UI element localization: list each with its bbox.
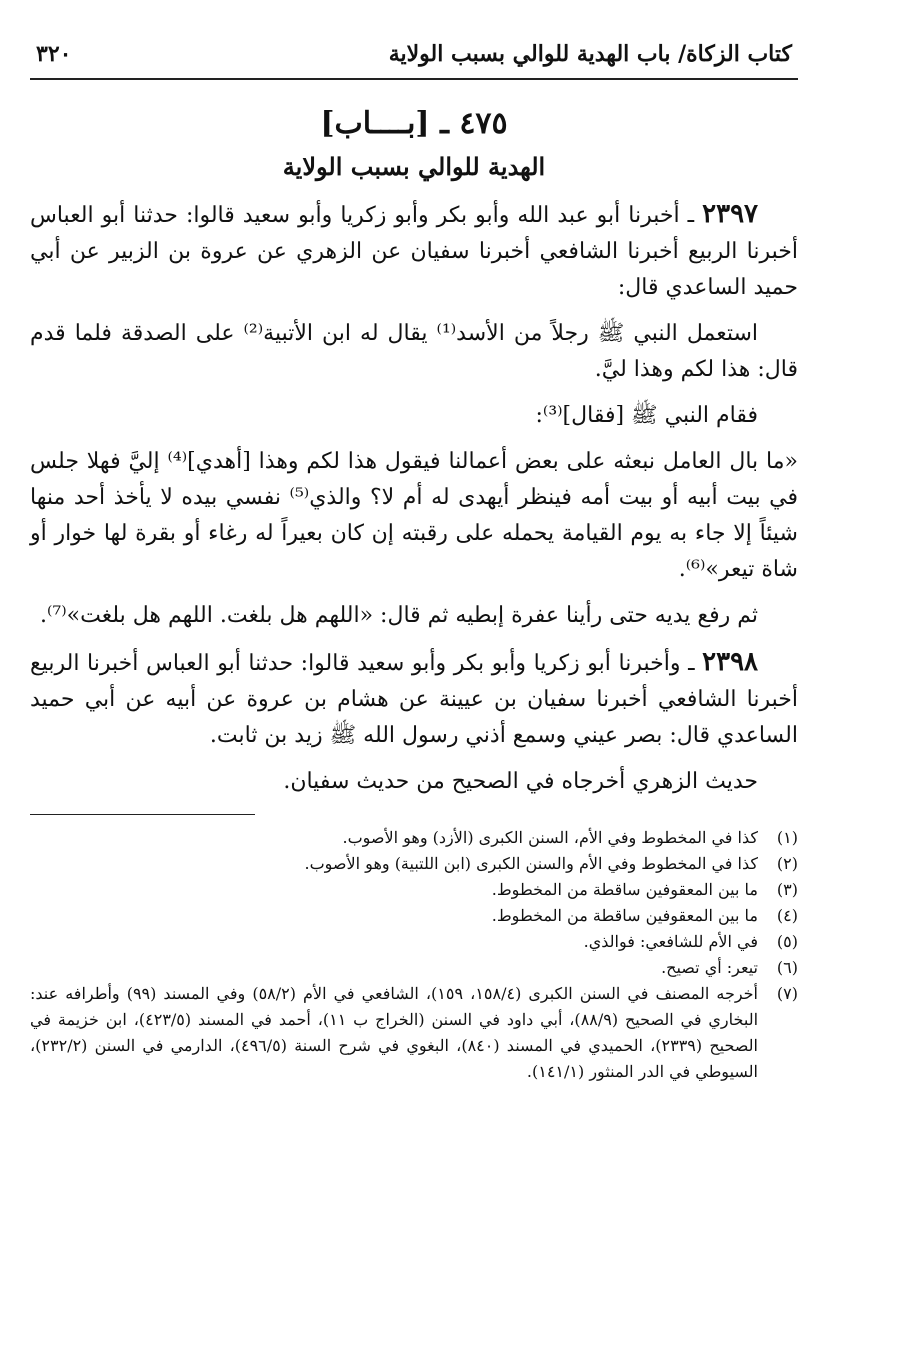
page-number: ٣٢٠ — [36, 41, 72, 67]
paragraph-text: ـ وأخبرنا أبو زكريا وأبو بكر وأبو سعيد قالوا: حدثنا أبو العباس أخبرنا الربيع أخبرنا الشافعي أخبرنا سفيان بن عيينة عن هشام بن عروة عن أبيه عن أبي حميد الساعدي قال: بصر عيني وسمع أذني رسول الله ﷺ زيد بن ثابت. — [30, 651, 798, 748]
footnote-text: كذا في المخطوط وفي الأم والسنن الكبرى (ابن اللتبية) وهو الأصوب. — [304, 854, 758, 873]
footnote-number: (٥) — [776, 932, 798, 951]
footnote-number: (٦) — [776, 958, 798, 977]
footnote-text: كذا في المخطوط وفي الأم، السنن الكبرى (الأزد) وهو الأصوب. — [342, 828, 758, 847]
footnote-text: تيعر: أي تصيح. — [661, 958, 758, 977]
paragraph-text: ـ أخبرنا أبو عبد الله وأبو بكر وأبو زكريا وأبو سعيد قالوا: حدثنا أبو العباس أخبرنا الربيع أخبرنا الشافعي أخبرنا سفيان عن الزهري عن عروة بن الزبير عن أبي حميد الساعدي قال: — [30, 203, 798, 300]
footnote-text: في الأم للشافعي: فوالذي. — [583, 932, 758, 951]
hadith-paragraph — [30, 644, 798, 754]
footnote-number: (٧) — [776, 984, 798, 1003]
footnote — [30, 981, 798, 1085]
footnote-number: (٢) — [776, 854, 798, 873]
hadith-number: ٢٣٩٨ — [702, 647, 758, 677]
footnote — [30, 903, 798, 929]
hadith-paragraph — [30, 196, 798, 306]
footnotes — [30, 825, 798, 1085]
body-paragraph — [30, 316, 798, 388]
footnote-number: (١) — [776, 828, 798, 847]
footnote — [30, 955, 798, 981]
chapter-number: ٤٧٥ ـ [بــــاب] — [320, 106, 508, 141]
footnote — [30, 877, 798, 903]
header-rule — [30, 78, 798, 80]
paragraph-text: استعمل النبي ﷺ رجلاً من الأسد⁽¹⁾ يقال له ابن الأتبية⁽²⁾ على الصدقة فلما قدم قال: هذا لكم وهذا ليَّ. — [30, 321, 798, 382]
paragraph-text: «ما بال العامل نبعثه على بعض أعمالنا فيقول هذا لكم وهذا [أهدي]⁽⁴⁾ إليَّ فهلا جلس في بيت أبيه أو بيت أمه فينظر أيهدى له أم لا؟ والذي⁽⁵⁾ نفسي بيده لا يأخذ أحد منها شيئاً إلا جاء به يوم القيامة يحمله على رقبته إن كان بعيراً له رغاء أو بقرة لها خوار أو شاة تيعر»⁽⁶⁾. — [30, 449, 798, 582]
footnote — [30, 825, 798, 851]
hadith-number: ٢٣٩٧ — [702, 199, 758, 229]
footnote — [30, 851, 798, 877]
paragraph-text: حديث الزهري أخرجاه في الصحيح من حديث سفيان. — [283, 769, 758, 794]
chapter-title: الهدية للوالي بسبب الولاية — [282, 152, 546, 181]
book-page — [30, 34, 798, 1085]
body-paragraph — [30, 598, 798, 634]
paragraph-text: ثم رفع يديه حتى رأينا عفرة إبطيه ثم قال: «اللهم هل بلغت. اللهم هل بلغت»⁽⁷⁾. — [40, 603, 758, 628]
paragraph-text: فقام النبي ﷺ [فقال]⁽³⁾: — [535, 403, 758, 428]
body-paragraph — [30, 764, 798, 800]
body-paragraph — [30, 398, 798, 434]
footnote-rule — [30, 814, 255, 815]
footnote-text: ما بين المعقوفين ساقطة من المخطوط. — [491, 906, 758, 925]
body-paragraph — [30, 444, 798, 588]
footnote-number: (٤) — [776, 906, 798, 925]
footnote-text: ما بين المعقوفين ساقطة من المخطوط. — [491, 880, 758, 899]
footnote-text: أخرجه المصنف في السنن الكبرى (١٥٨/٤، ١٥٩)، الشافعي في الأم (٥٨/٢) وفي المسند (٩٩) وأطرافه عند: البخاري في الصحيح (٨٨/٩)، أبي داود في السنن (الخراج ب ١١)، أحمد في المسند (٤٢٣/٥)، ابن خزيمة في الصحيح (٢٣٣٩)، الحميدي في المسند (٨٤٠)، البغوي في شرح السنة (٤٩٦/٥)، الدارمي في السنن (٢٣٢/٢)، السيوطي في الدر المنثور (١٤١/١). — [30, 984, 759, 1081]
footnote-number: (٣) — [776, 880, 798, 899]
footnote — [30, 929, 798, 955]
running-header — [30, 34, 798, 74]
running-title: كتاب الزكاة/ باب الهدية للوالي بسبب الولاية — [388, 41, 792, 67]
